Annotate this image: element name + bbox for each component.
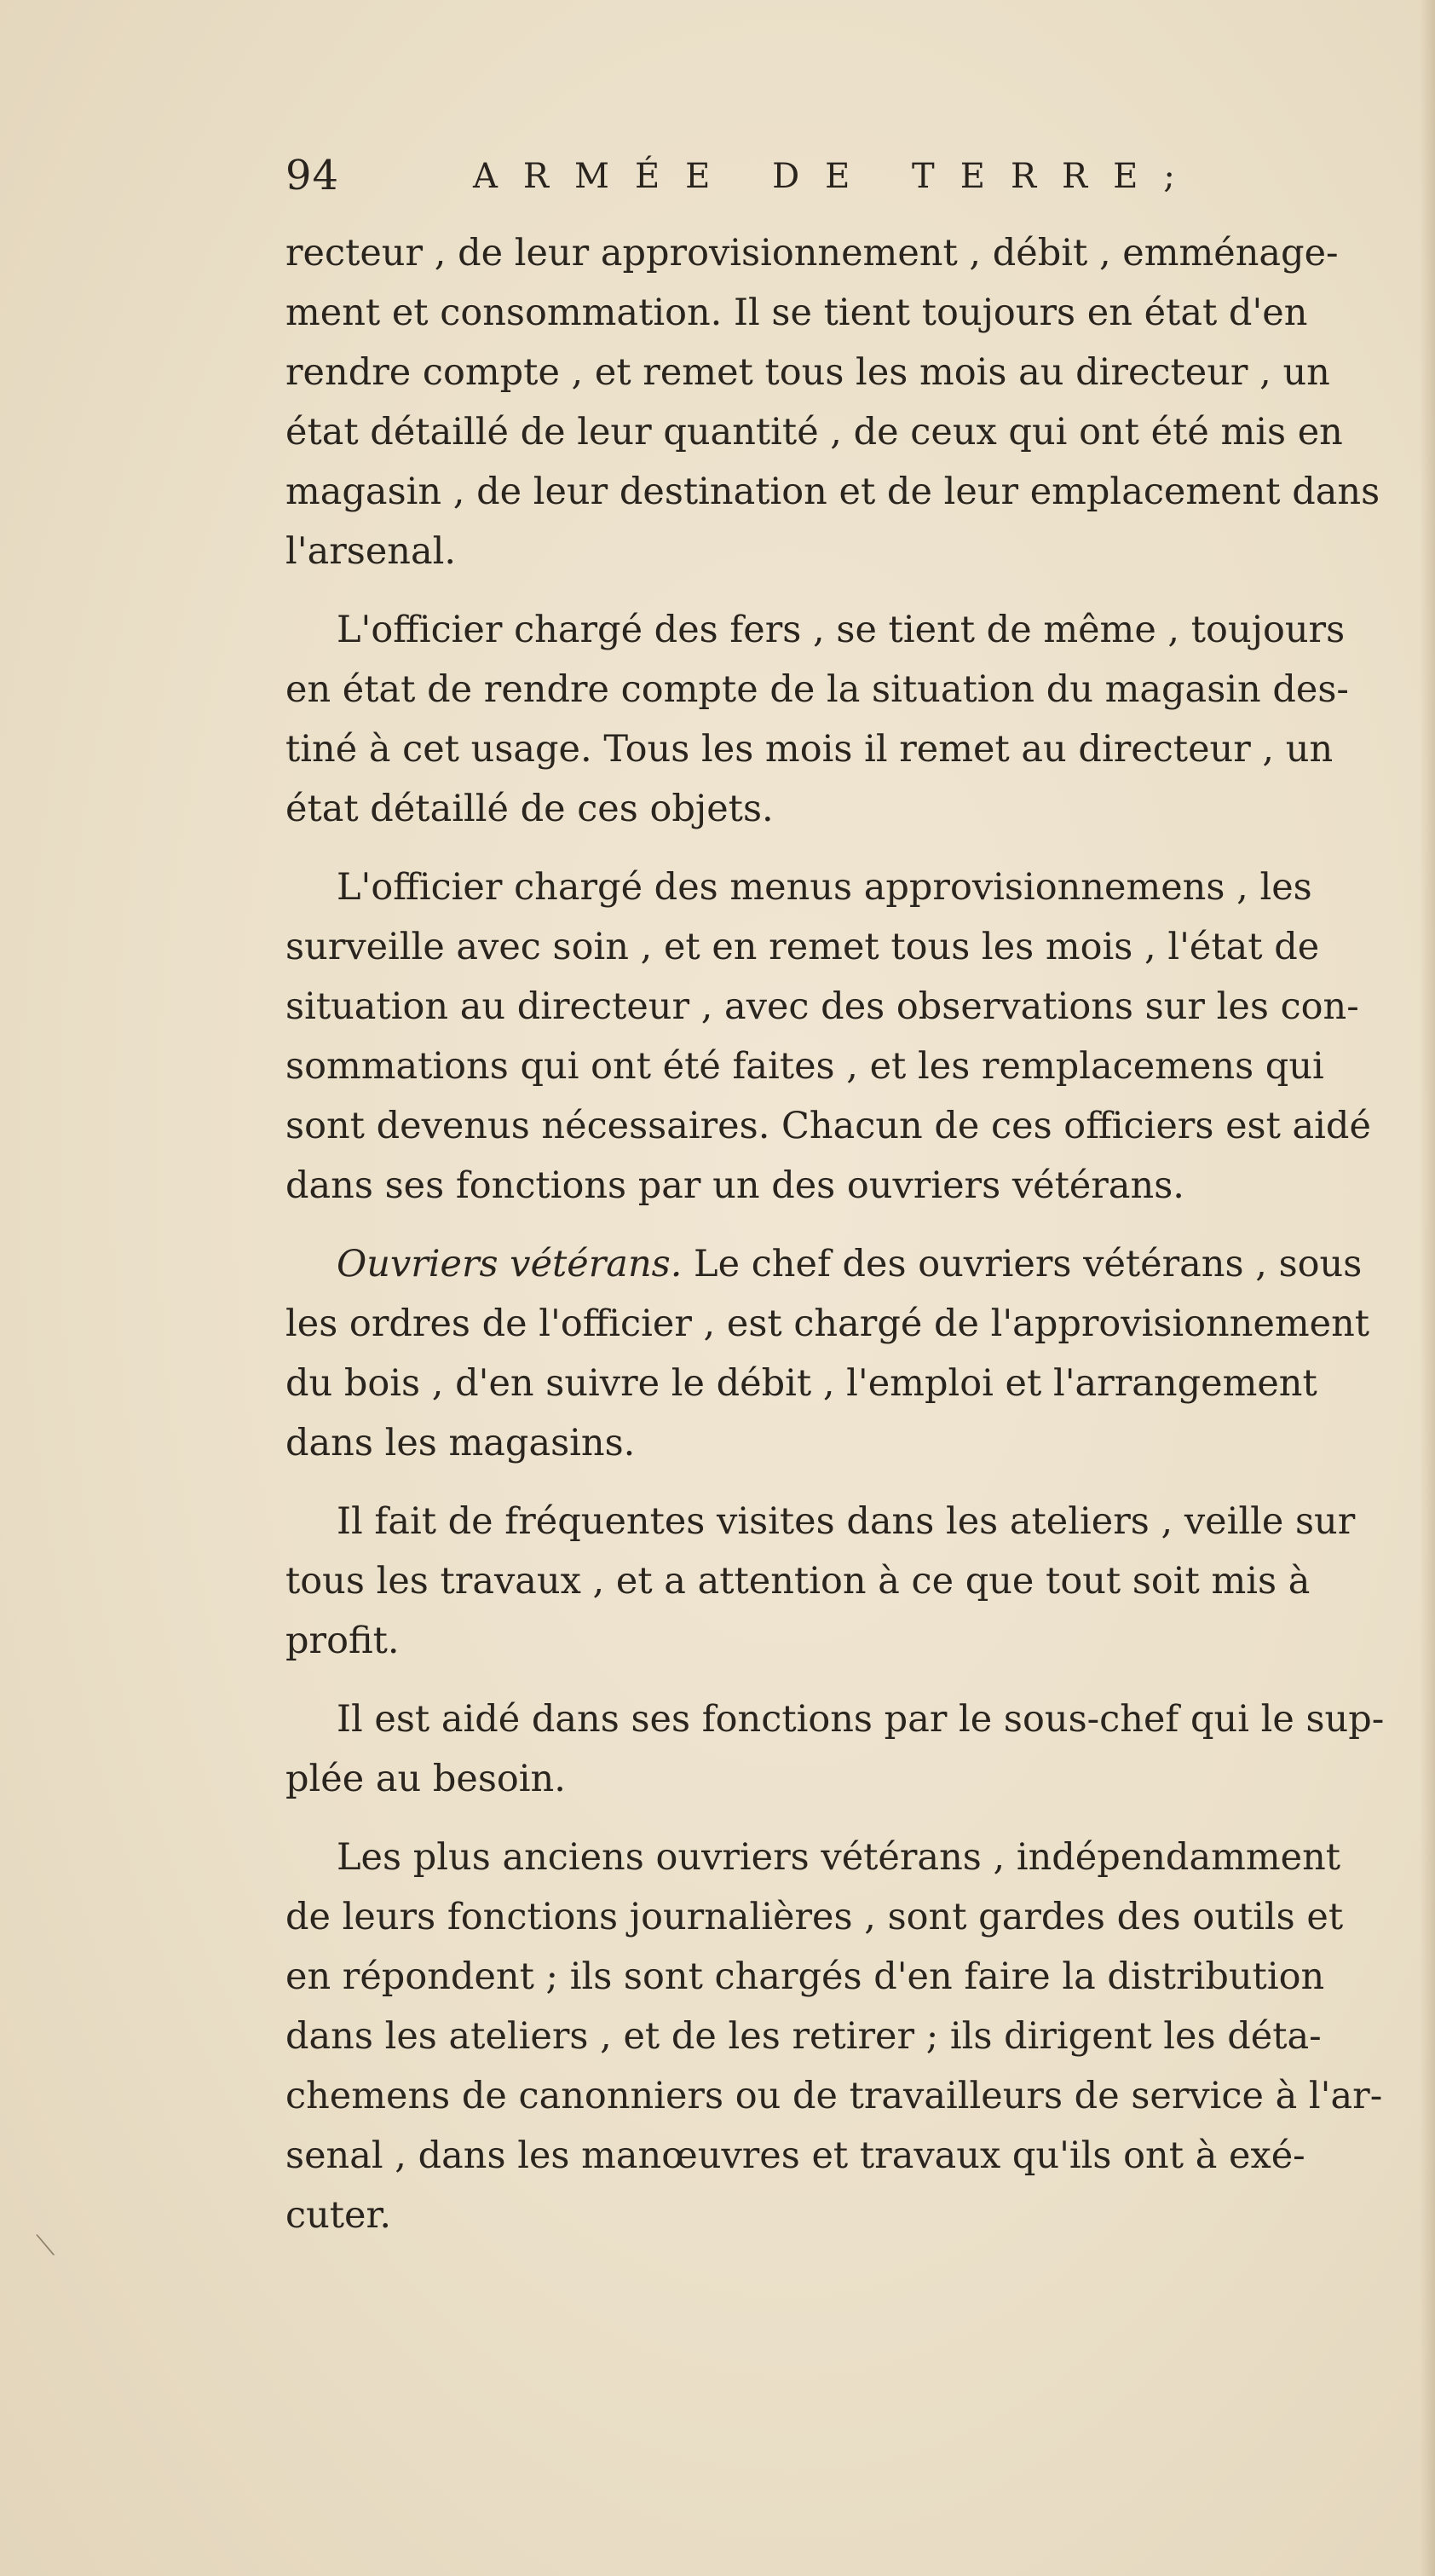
text-line: en répondent ; ils sont chargés d'en faire la distribution <box>285 1955 1325 1998</box>
text-line: cuter. <box>285 2194 392 2237</box>
text-line: surveille avec soin , et en remet tous les mois , l'état de <box>285 926 1320 968</box>
text-line: rendre compte , et remet tous les mois au directeur , un <box>285 351 1330 394</box>
text-line: senal , dans les manœuvres et travaux qu'ils ont à exé- <box>285 2134 1305 2177</box>
text-line: plée au besoin. <box>285 1758 566 1800</box>
running-head: ARMÉE DE TERRE; <box>473 157 1201 196</box>
margin-tick-mark: ⟍ <box>36 2229 55 2261</box>
text-line: tous les travaux , et a attention à ce que tout soit mis à <box>285 1560 1311 1603</box>
text-line: Les plus anciens ouvriers vétérans , indépendamment <box>337 1836 1341 1879</box>
text-line: sommations qui ont été faites , et les remplacemens qui <box>285 1045 1324 1088</box>
page-number: 94 <box>285 152 340 199</box>
text-line: recteur , de leur approvisionnement , débit , emménage- <box>285 232 1339 274</box>
text-line: L'officier chargé des fers , se tient de même , toujours <box>337 609 1346 651</box>
text-line: tiné à cet usage. Tous les mois il remet au directeur , un <box>285 728 1334 771</box>
text-line: Il est aidé dans ses fonctions par le sous-chef qui le sup- <box>337 1698 1385 1741</box>
paragraph <box>285 858 1435 1216</box>
text-line <box>285 1234 1435 1294</box>
text-line-rest: Le chef des ouvriers vétérans , sous <box>682 1243 1363 1285</box>
paragraph <box>285 1689 1435 1809</box>
text-line: ment et consommation. Il se tient toujours en état d'en <box>285 292 1308 334</box>
text-line: l'arsenal. <box>285 530 457 573</box>
paragraph <box>285 1492 1435 1671</box>
paragraph <box>285 600 1435 839</box>
text-line: dans les ateliers , et de les retirer ; ils dirigent les déta- <box>285 2015 1322 2058</box>
text-line: situation au directeur , avec des observations sur les con- <box>285 985 1359 1028</box>
text-line: magasin , de leur destination et de leur emplacement dans <box>285 471 1380 513</box>
text-line: du bois , d'en suivre le débit , l'emploi et l'arrangement <box>285 1362 1317 1405</box>
text-line: dans ses fonctions par un des ouvriers vétérans. <box>285 1164 1184 1207</box>
text-line: les ordres de l'officier , est chargé de l'approvisionnement <box>285 1302 1370 1345</box>
text-line: de leurs fonctions journalières , sont gardes des outils et <box>285 1896 1344 1938</box>
section-lead: Ouvriers vétérans. <box>337 1243 683 1285</box>
paragraph <box>285 1234 1435 1473</box>
paragraph <box>285 223 1435 581</box>
page-header <box>285 152 1338 211</box>
body-text <box>285 223 1435 2264</box>
text-line: profit. <box>285 1620 400 1662</box>
text-line: L'officier chargé des menus approvisionnemens , les <box>337 866 1312 909</box>
text-line: dans les magasins. <box>285 1422 636 1464</box>
text-line: état détaillé de ces objets. <box>285 788 774 830</box>
text-line: en état de rendre compte de la situation du magasin des- <box>285 668 1349 711</box>
text-line: Il fait de fréquentes visites dans les ateliers , veille sur <box>337 1500 1356 1543</box>
text-line: état détaillé de leur quantité , de ceux qui ont été mis en <box>285 411 1343 453</box>
paragraph <box>285 1828 1435 2245</box>
text-line: chemens de canonniers ou de travailleurs de service à l'ar- <box>285 2075 1383 2117</box>
text-line: sont devenus nécessaires. Chacun de ces officiers est aidé <box>285 1105 1371 1147</box>
